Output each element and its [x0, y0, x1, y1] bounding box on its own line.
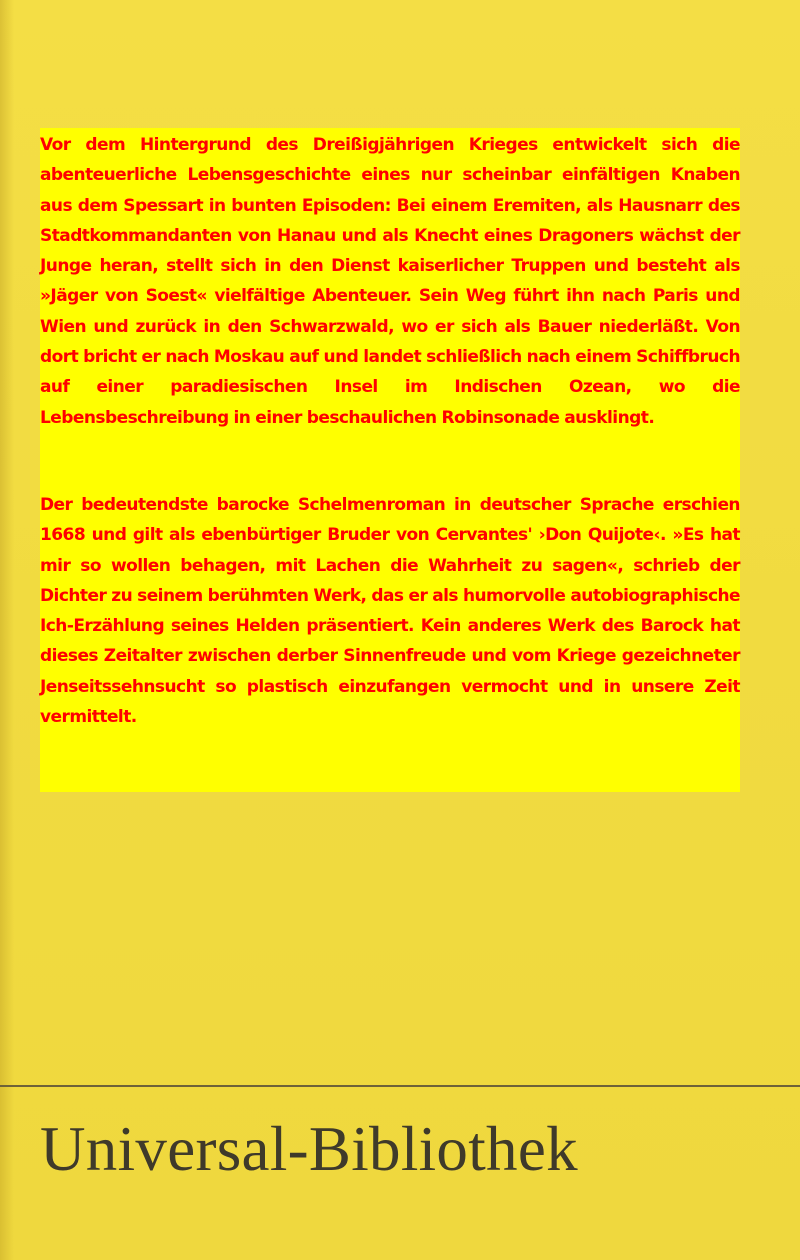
footer-divider [0, 1085, 800, 1087]
blurb-paragraph-2: Der bedeutendste barocke Schelmenroman in deutscher Sprache erschien 1668 und gilt als ebenbürtiger Bruder von Cervantes' ›Don Quijote‹. »Es hat mir so wollen behagen, mit Lachen die Wahrheit zu sagen«, schrieb der Dichter zu seinem berühmten Werk, das er als humorvolle autobiographische Ich-Erzählung seines Helden präsentiert. Kein anderes Werk des Barock hat dieses Zeitalter zwischen derber Sinnenfreude und vom Kriege gezeichneter Jenseitssehnsucht so plastisch einzufangen vermocht und in unsere Zeit vermittelt. [40, 495, 740, 728]
spine-edge-shadow [0, 0, 14, 1260]
blurb-paragraph-1: Vor dem Hintergrund des Dreißigjährigen Krieges entwickelt sich die abenteuerliche Lebensgeschichte eines nur scheinbar einfältigen Knaben aus dem Spessart in bunten Episoden: Bei einem Eremiten, als Hausnarr des Stadtkommandanten von Hanau und als Knecht eines Dragoners wächst der Junge heran, stellt sich in den Dienst kaiserlicher Truppen und besteht als »Jäger von Soest« vielfältige Abenteuer. Sein Weg führt ihn nach Paris und Wien und zurück in den Schwarzwald, wo er sich als Bauer niederläßt. Von dort bricht er nach Moskau auf und landet schließlich nach einem Schiffbruch auf einer paradiesischen Insel im Indischen Ozean, wo die Lebensbeschreibung in einer beschaulichen Robinsonade ausklingt. [40, 135, 740, 428]
series-title: Universal-Bibliothek [40, 1114, 578, 1184]
blurb-highlight-block [40, 128, 740, 792]
